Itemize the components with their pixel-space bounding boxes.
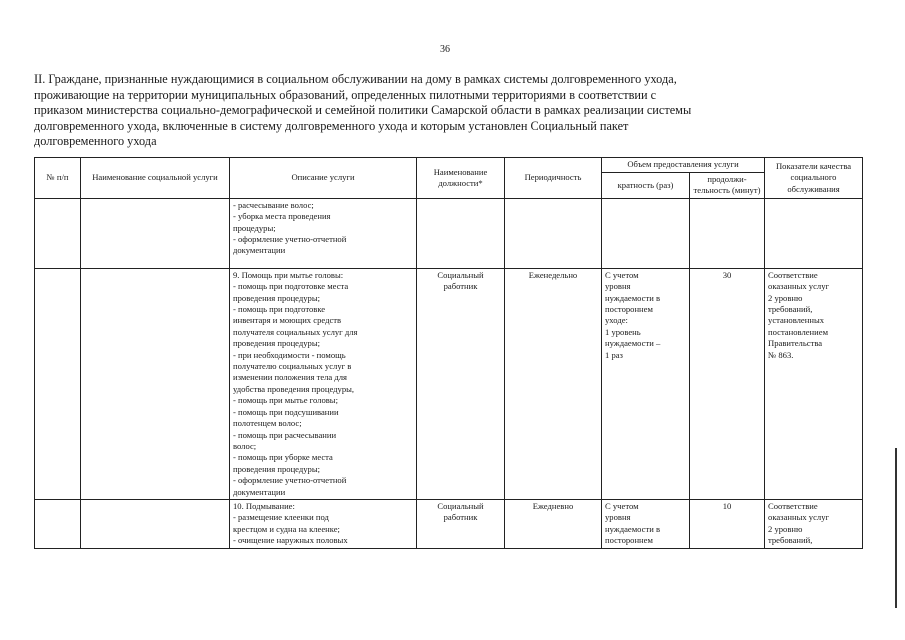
description-line: 9. Помощь при мытье головы: bbox=[233, 269, 344, 280]
frequency-line: нуждаемости в bbox=[605, 523, 661, 534]
frequency-line: 1 уровень bbox=[605, 326, 641, 337]
cell-num bbox=[35, 499, 81, 548]
description-line: - помощь при подсушивании bbox=[233, 406, 339, 417]
quality-line: постановлением bbox=[768, 326, 829, 337]
cell-num bbox=[35, 198, 81, 268]
section-heading bbox=[34, 72, 862, 150]
description-line: полотенцем волос; bbox=[233, 418, 302, 429]
cell-num bbox=[35, 268, 81, 499]
description-line: - помощь при уборке места bbox=[233, 452, 333, 463]
cell-description bbox=[230, 268, 417, 499]
quality-line: оказанных услуг bbox=[768, 512, 830, 523]
header-service-name: Наименование социальной услуги bbox=[81, 158, 230, 199]
header-quality: Показатели качества социального обслуживания bbox=[765, 158, 863, 199]
quality-line: 2 уровню bbox=[768, 523, 803, 534]
description-line: - расчесывание волос; bbox=[233, 199, 314, 210]
cell-quality bbox=[765, 198, 863, 268]
table-row bbox=[35, 268, 863, 499]
cell-frequency bbox=[602, 268, 690, 499]
description-line: документации bbox=[233, 245, 286, 256]
cell-position: Социальный работник bbox=[417, 499, 505, 548]
description-line: проведения процедуры; bbox=[233, 463, 321, 474]
cell-periodicity: Ежедневно bbox=[505, 499, 602, 548]
heading-line: приказом министерства социально-демографической и семейной политики Самарской области в рамках реализации системы bbox=[34, 103, 692, 117]
description-line: получателю социальных услуг в bbox=[233, 361, 352, 372]
description-line: - помощь при подготовке места bbox=[233, 281, 349, 292]
cell-duration: 30 bbox=[690, 268, 765, 499]
scan-edge-line bbox=[895, 448, 897, 608]
heading-line: долговременного ухода, включенные в систему долговременного ухода и которым установлен Социальный пакет bbox=[34, 118, 629, 133]
description-line: изменении положения тела для bbox=[233, 372, 348, 383]
cell-service-name bbox=[81, 499, 230, 548]
description-line: - помощь при расчесывании bbox=[233, 429, 337, 440]
description-line: процедуры; bbox=[233, 222, 276, 233]
quality-line: Соответствие bbox=[768, 500, 818, 511]
cell-duration: 10 bbox=[690, 499, 765, 548]
header-frequency: кратность (раз) bbox=[602, 173, 690, 199]
description-line: - помощь при мытье головы; bbox=[233, 395, 338, 406]
description-line: проведения процедуры; bbox=[233, 292, 321, 303]
quality-line: установленных bbox=[768, 315, 825, 326]
services-table bbox=[34, 157, 863, 549]
description-line: - оформление учетно-отчетной bbox=[233, 475, 347, 486]
frequency-line: нуждаемости в bbox=[605, 292, 661, 303]
frequency-line: постороннем bbox=[605, 535, 653, 546]
description-line: - при необходимости - помощь bbox=[233, 349, 346, 360]
description-line: - уборка места проведения bbox=[233, 211, 331, 222]
header-duration: продолжи-тельность (минут) bbox=[690, 173, 765, 199]
description-line: 10. Подмывание: bbox=[233, 500, 295, 511]
frequency-line: С учетом bbox=[605, 269, 639, 280]
cell-description bbox=[230, 198, 417, 268]
header-row bbox=[35, 158, 863, 173]
cell-quality bbox=[765, 268, 863, 499]
quality-line: Соответствие bbox=[768, 269, 818, 280]
frequency-line: нуждаемости – bbox=[605, 338, 661, 349]
header-periodicity: Периодичность bbox=[505, 158, 602, 199]
table-row bbox=[35, 499, 863, 548]
quality-line: оказанных услуг bbox=[768, 281, 830, 292]
cell-service-name bbox=[81, 268, 230, 499]
frequency-line: уходе: bbox=[605, 315, 628, 326]
cell-periodicity bbox=[505, 198, 602, 268]
cell-frequency bbox=[602, 499, 690, 548]
cell-duration bbox=[690, 198, 765, 268]
quality-line: требований, bbox=[768, 304, 813, 315]
quality-line: № 863. bbox=[768, 349, 794, 360]
description-line: - оформление учетно-отчетной bbox=[233, 234, 347, 245]
cell-quality bbox=[765, 499, 863, 548]
heading-line: II. Граждане, признанные нуждающимися в социальном обслуживании на дому в рамках системы долговременного ухода, bbox=[34, 72, 677, 86]
description-line: проведения процедуры; bbox=[233, 338, 321, 349]
frequency-line: постороннем bbox=[605, 304, 653, 315]
cell-frequency bbox=[602, 198, 690, 268]
description-line: получателя социальных услуг для bbox=[233, 326, 358, 337]
table-row bbox=[35, 198, 863, 268]
quality-line: требований, bbox=[768, 535, 813, 546]
frequency-line: уровня bbox=[605, 512, 631, 523]
description-line: инвентаря и моющих средств bbox=[233, 315, 342, 326]
description-line: крестцом и судна на клеенке; bbox=[233, 523, 340, 534]
page-number: 36 bbox=[440, 44, 450, 55]
cell-service-name bbox=[81, 198, 230, 268]
cell-periodicity: Еженедельно bbox=[505, 268, 602, 499]
description-line: - размещение клеенки под bbox=[233, 512, 329, 523]
cell-description bbox=[230, 499, 417, 548]
description-line: волос; bbox=[233, 440, 257, 451]
heading-line: долговременного ухода bbox=[34, 134, 157, 148]
description-line: документации bbox=[233, 486, 286, 497]
description-line: - помощь при подготовке bbox=[233, 304, 326, 315]
header-position: Наименование должности* bbox=[417, 158, 505, 199]
frequency-line: С учетом bbox=[605, 500, 639, 511]
quality-line: Правительства bbox=[768, 338, 823, 349]
heading-line: проживающие на территории муниципальных образований, определенных пилотными территориями в соответствии с bbox=[34, 87, 657, 102]
description-line: удобства проведения процедуры, bbox=[233, 383, 355, 394]
frequency-line: 1 раз bbox=[605, 349, 623, 360]
cell-position: Социальный работник bbox=[417, 268, 505, 499]
description-line: - очищение наружных половых bbox=[233, 535, 348, 546]
frequency-line: уровня bbox=[605, 281, 631, 292]
quality-line: 2 уровню bbox=[768, 292, 803, 303]
header-description: Описание услуги bbox=[230, 158, 417, 199]
cell-position bbox=[417, 198, 505, 268]
header-num: № п/п bbox=[35, 158, 81, 199]
header-volume-group: Объем предоставления услуги bbox=[602, 158, 765, 173]
